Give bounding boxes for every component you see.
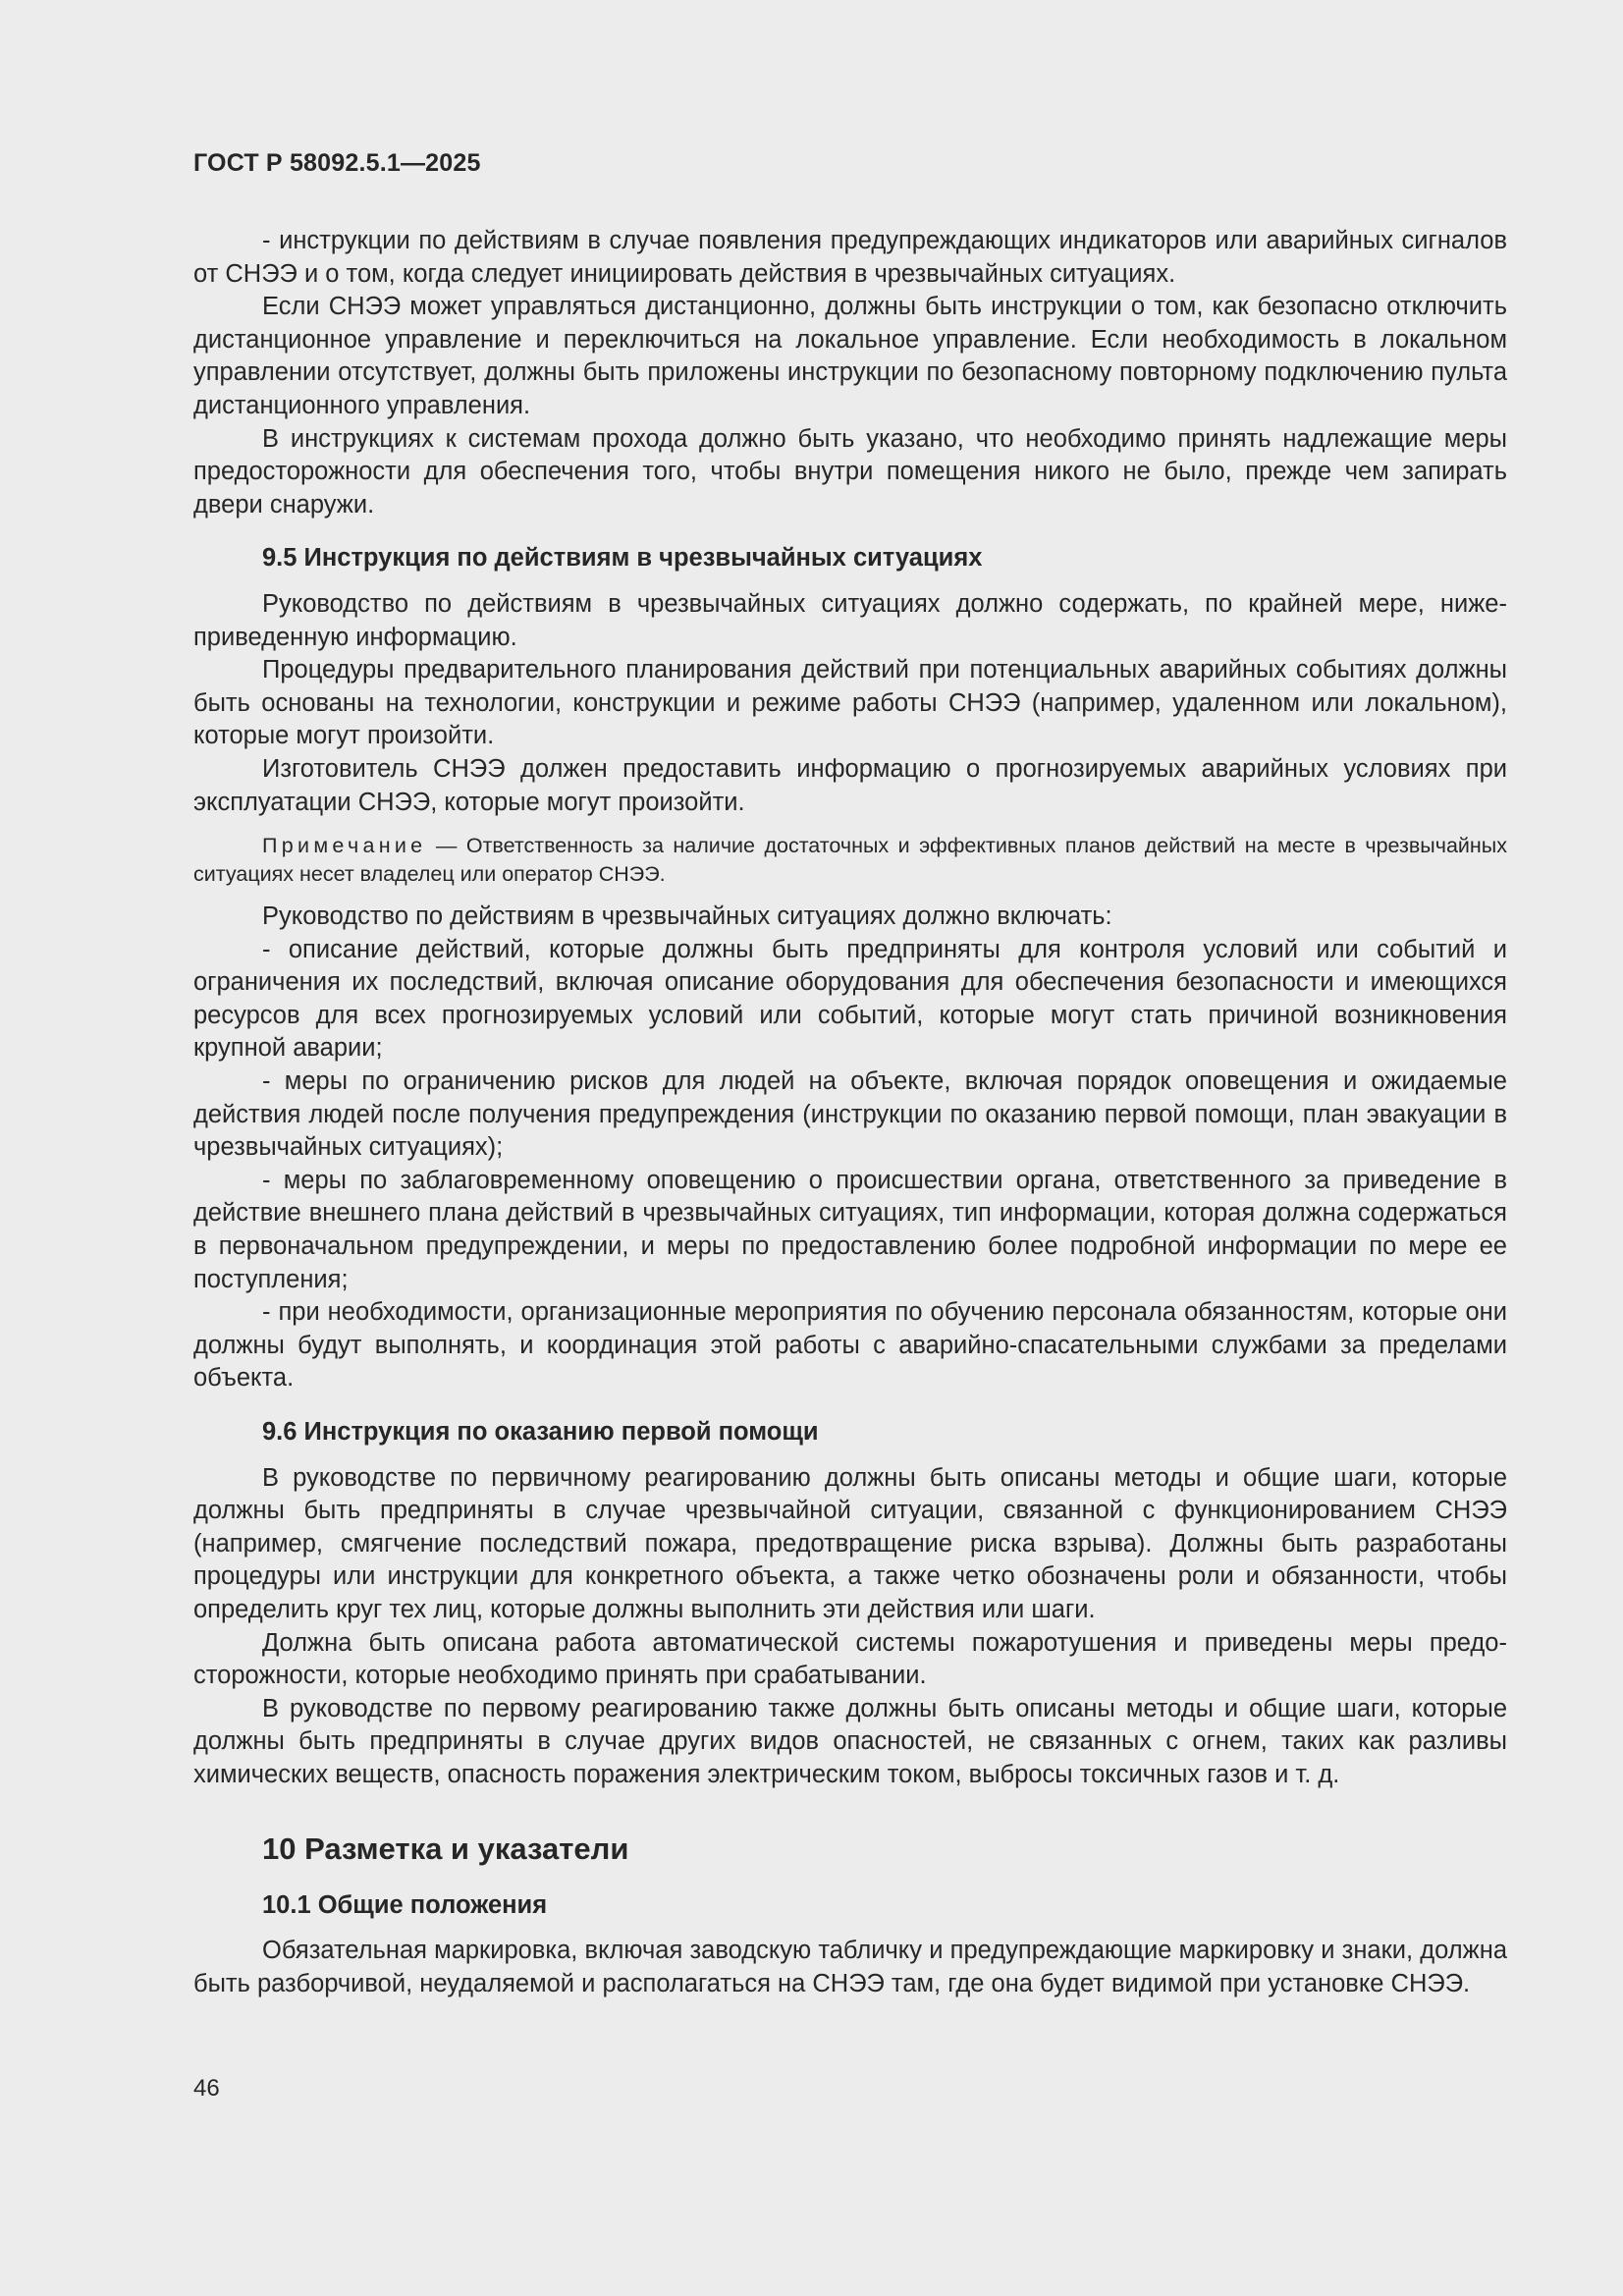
- page-number: 46: [193, 2075, 220, 2102]
- list-item: - меры по ограничению рисков для людей на объекте, включая порядок оповещения и ожидаемые действия людей после получения предупреждения (инструкции по оказанию первой помощи, план эвакуации в чрезвычайных ситуациях);: [193, 1067, 1507, 1162]
- section-heading-9-5: 9.5 Инструкция по действиям в чрезвычайных ситуациях: [262, 544, 983, 573]
- note-label: Примечание: [262, 834, 427, 858]
- paragraph: - инструкции по действиям в случае появления предупреждающих индикаторов или аварийных сигналов от СНЭЭ и о том, когда следует инициировать действия в чрезвычайных ситуациях.: [193, 227, 1507, 288]
- note: [193, 832, 1507, 889]
- section-heading-10: 10 Разметка и указатели: [262, 1831, 629, 1866]
- paragraph: Если СНЭЭ может управляться дистанционно, должны быть инструкции о том, как безопасно отключить дистанционное управление и переключиться на локальное управление. Если необходимость в локальном управлении отсутствует, должны быть приложены инструкции по безопасному повторному подключению пульта дистанционного управления.: [193, 293, 1507, 419]
- note-text: — Ответственность за наличие достаточных и эффективных планов действий на месте в чрезвычайных ситуациях несет владелец или оператор СНЭЭ.: [193, 834, 1507, 887]
- paragraph: В руководстве по первичному реагированию должны быть описаны методы и общие шаги, которые должны быть предприняты в случае чрезвычайной ситуации, связанной с функционированием СНЭЭ (например, смягчение последствий пожара, предотвращение риска взрыва). Должны быть разработаны процедуры или инструкции для конкретного объекта, а также четко обозначены роли и обязанности, чтобы определить круг тех лиц, которые должны выполнить эти действия или шаги.: [193, 1463, 1507, 1623]
- paragraph: Обязательная маркировка, включая заводскую табличку и предупреждающие маркировку и знаки, должна быть разборчивой, неудаляемой и располагаться на СНЭЭ там, где она будет видимой при установке СНЭЭ.: [193, 1937, 1507, 1997]
- paragraph: В руководстве по первому реагированию также должны быть описаны методы и общие шаги, которые должны быть предприняты в случае других видов опасностей, не связанных с огнем, таких как разливы химических веществ, опасность поражения электрическим током, выбросы токсичных газов и т. д.: [193, 1694, 1507, 1788]
- paragraph: Процедуры предварительного планирования действий при потенциальных аварийных событиях должны быть основаны на технологии, конструкции и режиме работы СНЭЭ (например, удаленном или локальном), которые могут произойти.: [193, 656, 1507, 750]
- section-heading-10-1: 10.1 Общие положения: [262, 1890, 548, 1919]
- paragraph: Изготовитель СНЭЭ должен предоставить информацию о прогнозируемых аварийных условиях при эксплуатации СНЭЭ, которые могут произойти.: [193, 754, 1507, 816]
- paragraph: Должна быть описана работа автоматической системы пожаротушения и приведены меры предосторожности, которые необходимо принять при срабатывании.: [193, 1628, 1507, 1690]
- list-item: - меры по заблаговременному оповещению о происшествии органа, ответственного за приведение в действие внешнего плана действий в чрезвычайных ситуациях, тип информации, которая должна содержаться в первоначальном предупреждении, и меры по предоставлению более подробной информации по мере ее поступления;: [193, 1166, 1507, 1293]
- paragraph: Руководство по действиям в чрезвычайных ситуациях должно содержать, по крайней мере, нижеприведенную информацию.: [193, 589, 1507, 651]
- section-heading-9-6: 9.6 Инструкция по оказанию первой помощи: [262, 1418, 819, 1446]
- document-body: [193, 225, 1507, 2000]
- paragraph: Руководство по действиям в чрезвычайных ситуациях должно включать:: [262, 902, 1112, 931]
- list-item: - при необходимости, организационные мероприятия по обучению персонала обязанностям, которые они должны будут выполнять, и координация этой работы с аварийно-спасательными службами за пределами объекта.: [193, 1298, 1507, 1393]
- document-header: ГОСТ Р 58092.5.1—2025: [193, 149, 481, 177]
- paragraph: В инструкциях к системам прохода должно быть указано, что необходимо принять надлежащие меры предосторожности для обеспечения того, чтобы внутри помещения никого не было, прежде чем запирать двери снаружи.: [193, 424, 1507, 519]
- list-item: - описание действий, которые должны быть предприняты для контроля условий или событий и ограничения их последствий, включая описание оборудования для обеспечения безопасности и имеющихся ресурсов для всех прогнозируемых условий или событий, которые могут стать причиной возникновения крупной аварии;: [193, 935, 1507, 1063]
